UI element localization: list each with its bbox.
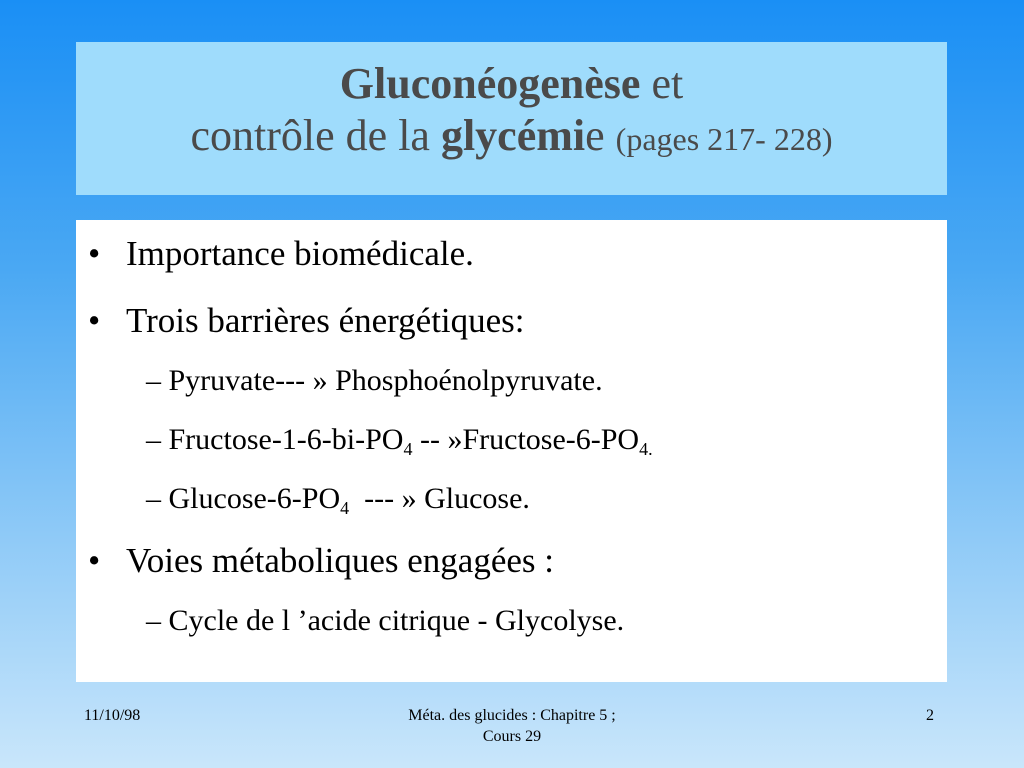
title-line-2 xyxy=(76,110,947,165)
sub-item-cycle xyxy=(88,604,947,638)
subscript: 4 xyxy=(340,498,350,518)
title-bold-glycemi: glycémi xyxy=(440,111,586,160)
bullet-item xyxy=(88,541,947,581)
subscript: 4 xyxy=(403,439,413,459)
sub-item-text: --- » Glucose. xyxy=(349,482,530,515)
sub-item-text: -- »Fructose-6-PO xyxy=(412,423,640,456)
footer-course-line-1: Méta. des glucides : Chapitre 5 ; xyxy=(408,707,616,724)
bullet-text: Voies métaboliques engagées : xyxy=(126,541,554,580)
title-e: e xyxy=(585,111,605,160)
sub-item-text: – Cycle de l ’acide citrique - Glycolyse. xyxy=(146,604,625,637)
bullet-item xyxy=(88,301,947,341)
bullet-item xyxy=(88,234,947,274)
footer-course-line-2: Cours 29 xyxy=(482,728,542,745)
bullet-icon: • xyxy=(88,541,101,580)
title-et: et xyxy=(640,59,684,108)
sub-item-pyruvate xyxy=(88,364,947,398)
subscript: 4. xyxy=(639,439,653,459)
footer-course xyxy=(362,705,662,747)
slide-content xyxy=(76,220,947,682)
footer-date: 11/10/98 xyxy=(84,707,141,724)
sub-item-text: – Glucose-6-PO xyxy=(146,482,341,515)
title-line-1 xyxy=(76,58,947,110)
title-pages: (pages 217- 228) xyxy=(615,121,833,157)
bullet-text: Importance biomédicale. xyxy=(126,234,474,273)
sub-item-text: – Fructose-1-6-bi-PO xyxy=(146,423,404,456)
bullet-icon: • xyxy=(88,234,101,273)
bullet-text: Trois barrières énergétiques: xyxy=(126,301,525,340)
sub-item-fructose xyxy=(88,423,947,457)
sub-item-glucose xyxy=(88,482,947,516)
sub-item-text: – Pyruvate--- » Phosphoénolpyruvate. xyxy=(146,364,603,397)
footer-page-number: 2 xyxy=(926,707,934,724)
slide-title xyxy=(76,42,947,195)
title-controle: contrôle de la xyxy=(190,111,441,160)
bullet-icon: • xyxy=(88,301,101,340)
title-bold-gluconeogenese: Gluconéogenèse xyxy=(339,59,641,108)
